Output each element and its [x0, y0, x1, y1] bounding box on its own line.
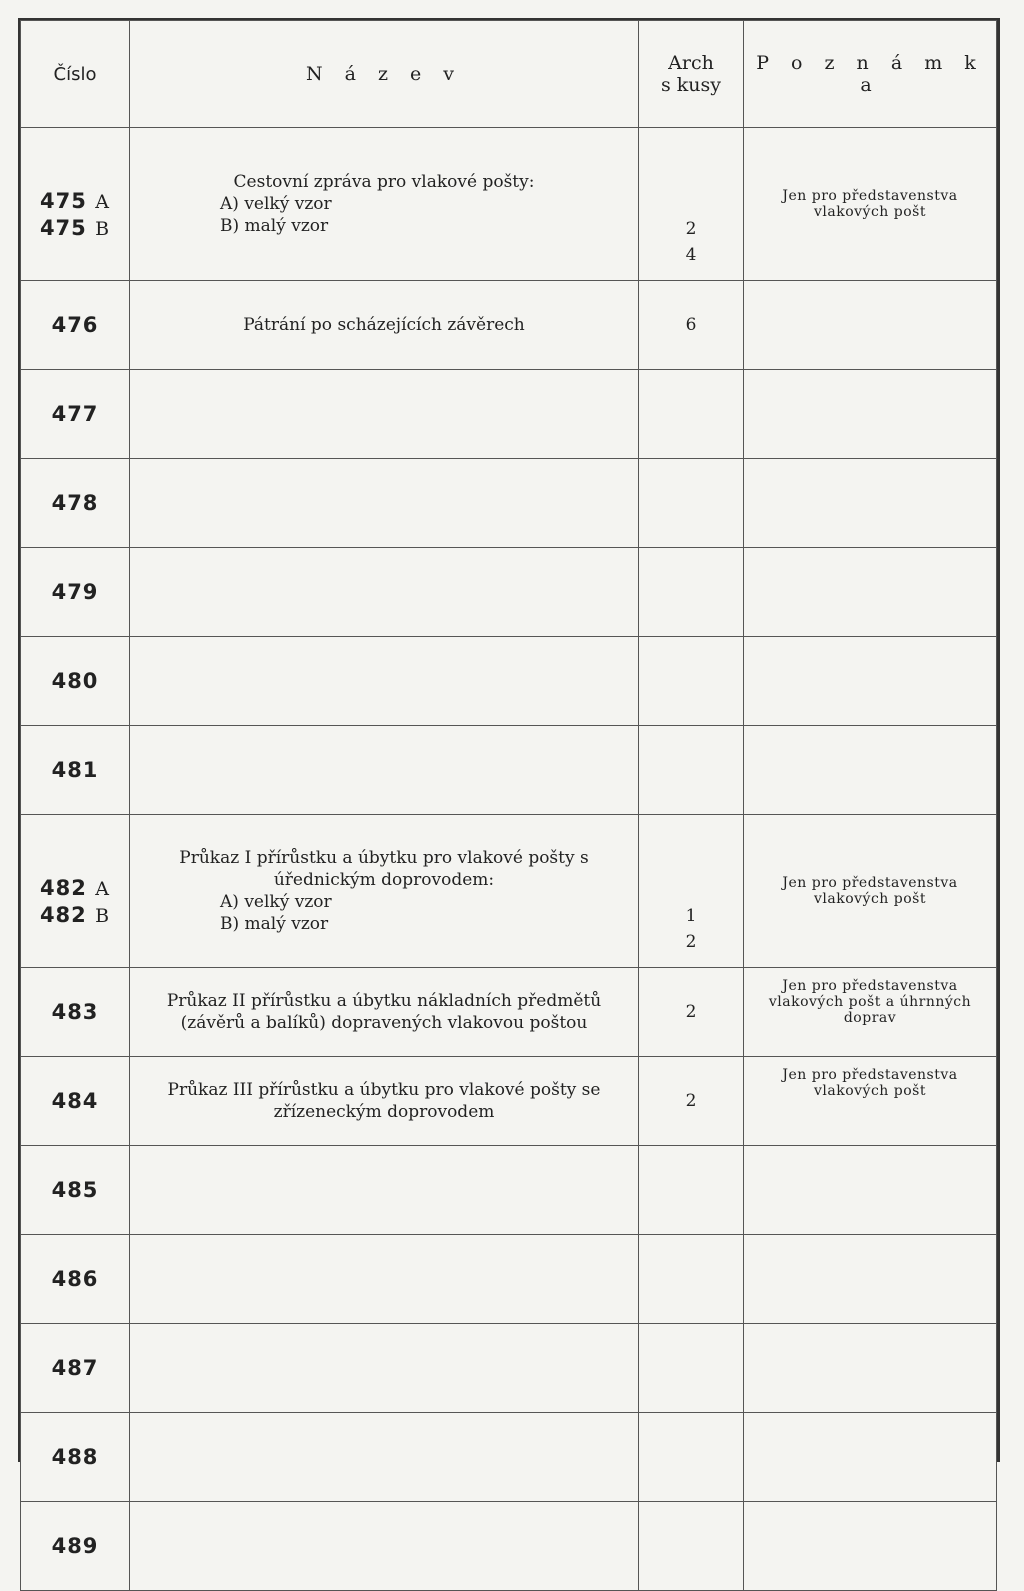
row-number-cell [21, 968, 130, 1057]
row-number-stack [21, 491, 129, 515]
row-note-cell [744, 1235, 997, 1324]
row-note-cell: Jen pro představenstva vlakových pošt a úhrnných doprav [744, 968, 997, 1057]
row-number [21, 402, 129, 426]
table-row [21, 1146, 997, 1235]
row-number-value: 482 [39, 903, 87, 927]
row-number [21, 875, 129, 902]
row-variant: A) velký vzor [220, 892, 332, 912]
row-number-stack [21, 853, 129, 929]
row-variant: A) velký vzor [220, 194, 332, 214]
row-number [21, 1089, 129, 1113]
row-number-suffix: A [95, 878, 110, 900]
row-number [21, 1267, 129, 1291]
row-number [21, 669, 129, 693]
row-number [21, 1534, 129, 1558]
row-number [21, 491, 129, 515]
row-note-cell [744, 281, 997, 370]
row-name-cell [130, 726, 639, 815]
row-name-cell [130, 1235, 639, 1324]
row-title: Průkaz I přírůstku a úbytku pro vlakové pošty s úřednickým doprovodem: [179, 848, 589, 890]
row-arch-value: 6 [685, 315, 697, 335]
row-name-cell [130, 128, 639, 281]
row-number-stack [21, 313, 129, 337]
row-arch-value: 2 [685, 1091, 697, 1111]
row-number-suffix: B [95, 905, 111, 927]
table-row [21, 128, 997, 281]
table-row [21, 281, 997, 370]
row-number-value: 486 [51, 1267, 99, 1291]
row-arch-cell [639, 637, 744, 726]
row-number-cell [21, 815, 130, 968]
table-body [21, 128, 997, 1591]
row-arch-cell [639, 1146, 744, 1235]
row-number-value: 478 [51, 491, 99, 515]
row-title: Pátrání po scházejících závěrech [243, 315, 525, 335]
row-note-cell [744, 1324, 997, 1413]
row-note-cell: Jen pro představenstva vlakových pošt [744, 1057, 997, 1146]
row-arch-cell [639, 968, 744, 1057]
row-number-stack [21, 1000, 129, 1024]
table-row [21, 726, 997, 815]
row-name-cell [130, 1146, 639, 1235]
row-arch-cell [639, 815, 744, 968]
row-note-cell [744, 548, 997, 637]
row-title: Průkaz II přírůstku a úbytku nákladních předmětů (závěrů a balíků) dopravených vlakovou poštou [166, 991, 602, 1033]
table-row [21, 370, 997, 459]
row-number-stack [21, 1089, 129, 1113]
table-row [21, 968, 997, 1057]
row-number-cell [21, 726, 130, 815]
row-number-stack [21, 1178, 129, 1202]
row-number [21, 1445, 129, 1469]
row-arch-cell [639, 1324, 744, 1413]
row-number [21, 1178, 129, 1202]
row-number-stack [21, 758, 129, 782]
row-name-cell [130, 1324, 639, 1413]
table-row [21, 459, 997, 548]
row-number-value: 481 [51, 758, 99, 782]
row-note-cell [744, 637, 997, 726]
row-name-cell [130, 815, 639, 968]
row-variant: B) malý vzor [220, 914, 329, 934]
row-arch-cell [639, 459, 744, 548]
row-number-value: 479 [51, 580, 99, 604]
row-number-value: 482 [40, 876, 87, 900]
row-number-value: 489 [51, 1534, 99, 1558]
row-number-stack [21, 402, 129, 426]
row-name-cell [130, 548, 639, 637]
header-note: P o z n á m k a [744, 21, 997, 128]
row-number-value: 477 [51, 402, 99, 426]
row-number [21, 902, 129, 929]
row-number-suffix: A [95, 191, 110, 213]
row-name-cell [130, 637, 639, 726]
row-arch-cell [639, 1502, 744, 1591]
row-arch-cell [639, 1235, 744, 1324]
row-number-stack [21, 1356, 129, 1380]
header-arch-line1: Arch [668, 52, 714, 74]
row-arch-value: 4 [685, 245, 697, 265]
table-header-row [21, 21, 997, 128]
row-note-cell [744, 459, 997, 548]
form-register-page [18, 18, 1000, 1558]
row-arch-value: 1 [685, 906, 697, 926]
row-number-stack [21, 669, 129, 693]
row-arch-value: 2 [685, 219, 697, 239]
row-number-stack [21, 1445, 129, 1469]
row-number-value: 480 [51, 669, 99, 693]
row-number-cell [21, 1057, 130, 1146]
row-arch-value: 2 [685, 1002, 697, 1022]
row-number [21, 215, 129, 242]
row-note-cell [744, 1146, 997, 1235]
row-number [21, 758, 129, 782]
row-number-suffix: B [95, 218, 111, 240]
row-note-cell [744, 726, 997, 815]
row-number-value: 487 [51, 1356, 99, 1380]
row-name-cell [130, 459, 639, 548]
table-row [21, 815, 997, 968]
row-name-cell [130, 1413, 639, 1502]
row-number [21, 1356, 129, 1380]
row-number-cell [21, 1502, 130, 1591]
row-number-value: 484 [51, 1089, 99, 1113]
row-arch-value: 2 [685, 932, 697, 952]
row-name-cell [130, 1057, 639, 1146]
row-note-cell [744, 1413, 997, 1502]
row-number [21, 580, 129, 604]
row-note-cell [744, 1502, 997, 1591]
table-row [21, 1502, 997, 1591]
header-arch-line2: s kusy [660, 74, 722, 96]
table-row [21, 1324, 997, 1413]
row-variant: B) malý vzor [220, 216, 329, 236]
row-arch-cell [639, 1413, 744, 1502]
row-number-cell [21, 128, 130, 281]
row-note-cell: Jen pro představenstva vlakových pošt [744, 815, 997, 968]
row-arch-cell [639, 281, 744, 370]
row-number [21, 1000, 129, 1024]
table-row [21, 1235, 997, 1324]
row-number-cell [21, 1324, 130, 1413]
row-title: Cestovní zpráva pro vlakové pošty: [233, 172, 535, 192]
row-number-value: 485 [51, 1178, 99, 1202]
table-row [21, 1057, 997, 1146]
row-arch-cell [639, 370, 744, 459]
table-row [21, 637, 997, 726]
row-number-cell [21, 459, 130, 548]
row-note-cell: Jen pro představenstva vlakových pošt [744, 128, 997, 281]
row-note-cell [744, 370, 997, 459]
row-number-stack [21, 1267, 129, 1291]
row-number-value: 483 [51, 1000, 99, 1024]
row-number-cell [21, 1146, 130, 1235]
row-name-cell [130, 968, 639, 1057]
table-row [21, 1413, 997, 1502]
header-name: N á z e v [130, 21, 639, 128]
row-number-stack [21, 1534, 129, 1558]
row-arch-cell [639, 548, 744, 637]
row-number-cell [21, 1413, 130, 1502]
form-table [20, 20, 997, 1591]
row-number [21, 313, 129, 337]
row-name-cell [130, 281, 639, 370]
row-number-cell [21, 281, 130, 370]
row-arch-cell [639, 128, 744, 281]
row-title: Průkaz III přírůstku a úbytku pro vlakové pošty se zřízeneckým doprovodem [167, 1080, 601, 1122]
row-number-value: 475 [39, 216, 87, 240]
row-number-stack [21, 580, 129, 604]
row-number-value: 475 [40, 189, 87, 213]
row-number [21, 188, 129, 215]
table-row [21, 548, 997, 637]
row-name-cell [130, 370, 639, 459]
row-arch-cell [639, 726, 744, 815]
row-number-stack [21, 166, 129, 242]
row-arch-cell [639, 1057, 744, 1146]
header-number: Číslo [21, 21, 130, 128]
row-number-value: 488 [51, 1445, 99, 1469]
row-number-cell [21, 637, 130, 726]
header-arch [639, 21, 744, 128]
row-number-cell [21, 370, 130, 459]
row-name-cell [130, 1502, 639, 1591]
row-number-cell [21, 548, 130, 637]
row-number-cell [21, 1235, 130, 1324]
row-number-value: 476 [51, 313, 99, 337]
